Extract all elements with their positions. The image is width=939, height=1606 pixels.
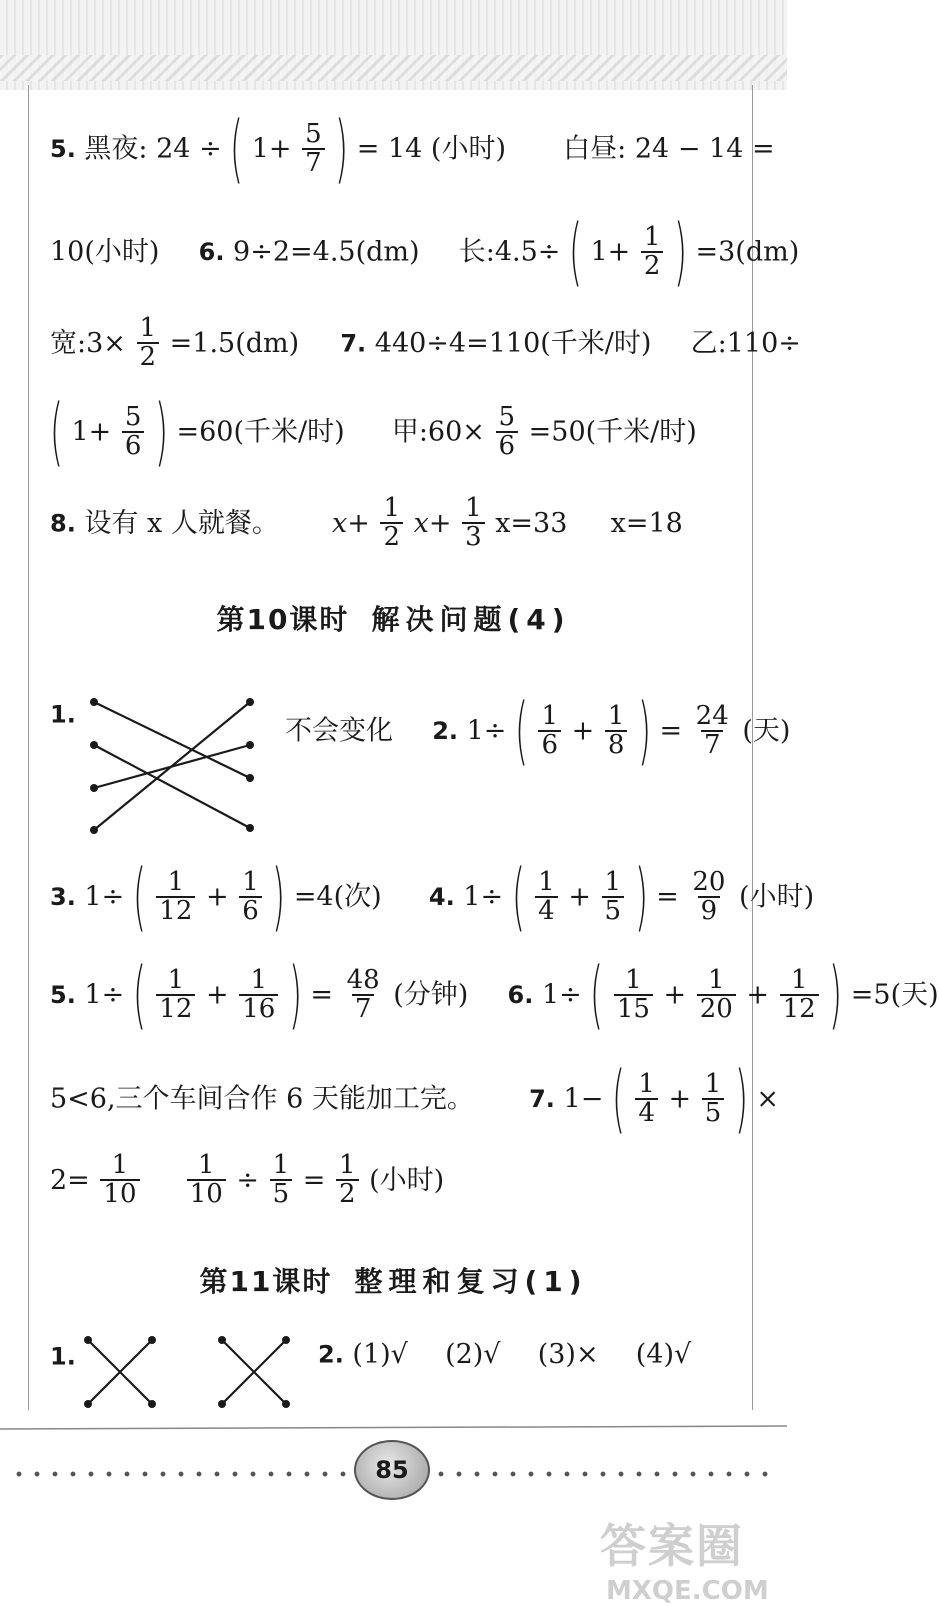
lesson10-q1-number — [50, 700, 76, 727]
right-paren: ) — [335, 106, 349, 192]
match-dot — [90, 698, 98, 706]
result: =3(dm) — [695, 236, 800, 268]
yi-label: 乙:110÷ — [690, 327, 801, 359]
denominator: 12 — [156, 896, 195, 925]
denominator: 9 — [698, 896, 721, 925]
match-dot — [246, 698, 254, 706]
lesson-number: 第11课时 — [199, 1265, 333, 1298]
left-paren: ( — [230, 106, 244, 192]
fraction — [302, 118, 325, 178]
operator: = — [302, 1164, 326, 1196]
fraction — [635, 1068, 658, 1128]
numerator: 24 — [695, 700, 729, 731]
fraction — [780, 964, 819, 1024]
fraction — [496, 401, 519, 461]
operator: + — [663, 979, 687, 1011]
denominator: 20 — [697, 994, 736, 1023]
numerator: 1 — [383, 493, 401, 523]
match-dot — [148, 1400, 156, 1408]
fraction — [702, 1068, 725, 1128]
right-paren: ) — [829, 952, 843, 1038]
numerator: 20 — [692, 866, 726, 897]
problem-8-line — [50, 495, 683, 552]
denominator: 5 — [602, 896, 625, 925]
operator: + — [746, 979, 770, 1011]
lesson10-q7-line — [50, 1056, 779, 1142]
q1-answer: 不会变化 — [285, 715, 393, 747]
fraction — [270, 1152, 293, 1209]
fraction — [122, 401, 145, 461]
lesson-number: 第10课时 — [216, 603, 350, 636]
left-paren: ( — [514, 688, 528, 774]
numerator: 5 — [305, 118, 322, 149]
right-paren: ) — [154, 389, 168, 475]
numerator: 1 — [272, 1150, 290, 1180]
fraction — [137, 315, 160, 372]
result: =1.5(dm) — [169, 327, 300, 359]
numerator: 1 — [541, 700, 559, 731]
left-paren: ( — [49, 389, 63, 475]
operator: = — [659, 715, 683, 747]
fraction — [239, 964, 278, 1024]
fraction — [462, 495, 485, 552]
problem-number: 7. — [340, 329, 367, 358]
lesson11-q1-number — [50, 1342, 76, 1369]
expr-part: x+ — [413, 507, 452, 539]
fraction — [641, 221, 664, 281]
denominator: 3 — [462, 522, 485, 551]
numerator: 1 — [338, 1150, 356, 1180]
expr-part: 1+ — [590, 236, 631, 268]
denominator: 4 — [635, 1098, 658, 1127]
numerator: 1 — [111, 1150, 129, 1180]
problem-number: 2. — [318, 1340, 344, 1369]
match-dot — [218, 1336, 226, 1344]
problem-number: 5. — [50, 981, 76, 1009]
fraction — [187, 1152, 226, 1209]
operator: × — [756, 1083, 779, 1115]
problem-7-cont-line — [49, 389, 697, 475]
denominator: 6 — [239, 896, 262, 925]
lesson-11-heading — [0, 1260, 787, 1300]
lesson10-q2-line — [285, 688, 791, 774]
right-paren: ) — [634, 854, 648, 940]
expr-part: 440÷4=110(千米/时) — [374, 327, 652, 359]
match-line — [94, 745, 250, 828]
fraction — [100, 1152, 139, 1209]
expr-part: 1+ — [251, 133, 292, 165]
expr-part: x+ — [332, 507, 370, 539]
operator: + — [205, 881, 229, 913]
watermark-title: 答案圈 — [600, 1519, 744, 1573]
left-paren: ( — [568, 209, 582, 295]
denominator: 2 — [336, 1179, 359, 1208]
fraction — [239, 866, 262, 926]
match-dot — [90, 826, 98, 834]
fraction — [336, 1152, 359, 1209]
problem-number: 3. — [50, 883, 76, 911]
denominator: 12 — [780, 994, 819, 1023]
denominator: 8 — [605, 730, 628, 759]
match-dot — [90, 741, 98, 749]
fraction — [689, 866, 728, 926]
left-paren: ( — [511, 854, 525, 940]
match-dot — [246, 741, 254, 749]
match-dot — [84, 1336, 92, 1344]
unit: (分钟) — [393, 979, 469, 1011]
lesson11-q2-line — [318, 1340, 691, 1368]
match-dot — [246, 824, 254, 832]
problem-number: 6. — [198, 238, 225, 266]
operator: = — [656, 881, 679, 913]
right-paren: ) — [288, 952, 302, 1038]
numerator: 1 — [167, 866, 185, 897]
problem-number: 1. — [50, 700, 76, 729]
operator: + — [205, 979, 229, 1011]
result: =50(千米/时) — [528, 416, 697, 448]
problem-6-line — [50, 209, 800, 295]
expr-part: 1− — [563, 1083, 604, 1115]
matching-diagram-2 — [80, 1332, 320, 1412]
expr-part: 1÷ — [541, 979, 582, 1011]
operator: + — [571, 715, 595, 747]
judgement-answer: (2)√ — [445, 1339, 501, 1370]
jia-label: 甲:60× — [391, 416, 485, 448]
fraction — [614, 964, 653, 1024]
right-paren: ) — [734, 1056, 748, 1142]
denominator: 7 — [701, 730, 724, 759]
unit: (小时) — [369, 1164, 445, 1196]
numerator: 1 — [625, 964, 642, 995]
page-number: 85 — [375, 1456, 409, 1484]
lesson10-q5-q6-line — [50, 952, 939, 1038]
fraction — [602, 866, 625, 926]
expr-part: 设有 x 人就餐。 — [84, 507, 279, 539]
fraction — [538, 700, 561, 760]
judgement-answer: (1)√ — [352, 1339, 408, 1370]
denominator: 16 — [239, 994, 278, 1023]
result: =60(千米/时) — [176, 416, 345, 448]
fraction — [344, 964, 383, 1024]
expr-part: 24 ÷ — [156, 133, 222, 165]
match-dot — [218, 1400, 226, 1408]
day-label: 白昼: — [563, 133, 627, 165]
left-paren: ( — [132, 952, 146, 1038]
fraction — [697, 964, 736, 1024]
denominator: 5 — [702, 1098, 725, 1127]
fraction — [535, 866, 558, 926]
expr-part: 1÷ — [466, 715, 507, 747]
problem-number: 6. — [507, 981, 534, 1009]
denominator: 7 — [302, 148, 325, 177]
lesson-10-heading — [0, 598, 787, 638]
expr-part: 1+ — [71, 416, 112, 448]
left-paren: ( — [611, 1056, 625, 1142]
problem-number: 8. — [50, 509, 76, 538]
match-dot — [148, 1336, 156, 1344]
left-margin-line — [28, 85, 29, 1410]
problem-number: 7. — [529, 1085, 555, 1113]
lesson-title: 整理和复习(1) — [354, 1265, 588, 1298]
fraction — [605, 700, 628, 760]
expr-part: 1÷ — [84, 979, 125, 1011]
width-label: 宽:3× — [50, 327, 126, 359]
denominator: 6 — [496, 431, 519, 460]
page-number-badge — [354, 1440, 430, 1500]
denominator: 15 — [614, 994, 653, 1023]
lesson10-q7-cont-line — [50, 1152, 444, 1209]
match-dot — [246, 774, 254, 782]
result: =4(次) — [293, 881, 382, 913]
operator: + — [668, 1083, 692, 1115]
numerator: 1 — [250, 964, 268, 995]
length-label: 长:4.5÷ — [458, 236, 561, 268]
q6-conclusion: 5<6,三个车间合作 6 天能加工完。 — [50, 1083, 474, 1115]
problem-number: 2. — [432, 717, 459, 745]
footer-dots-left — [10, 1468, 346, 1480]
fraction — [693, 700, 732, 760]
watermark-url: MXQE.COM — [606, 1576, 769, 1606]
right-paren: ) — [637, 688, 651, 774]
match-dot — [282, 1336, 290, 1344]
denominator: 6 — [122, 431, 145, 460]
numerator: 1 — [538, 866, 555, 897]
numerator: 1 — [604, 866, 622, 897]
numerator: 5 — [124, 401, 142, 432]
problem-number: 1. — [50, 1342, 76, 1371]
expr-part: 2= — [50, 1164, 90, 1196]
numerator: 1 — [197, 1150, 215, 1180]
result: =5(天) — [850, 979, 939, 1011]
numerator: 1 — [242, 866, 259, 897]
denominator: 2 — [641, 251, 664, 280]
problem-5-line — [50, 106, 775, 192]
answer: x=18 — [610, 507, 683, 539]
denominator: 7 — [352, 994, 375, 1023]
fraction — [156, 964, 195, 1024]
footer-dots-right — [432, 1468, 777, 1480]
denominator: 4 — [535, 896, 558, 925]
judgement-answer: (4)√ — [635, 1339, 692, 1370]
lesson-title: 解决问题(4) — [371, 603, 571, 636]
numerator: 1 — [465, 493, 482, 523]
denominator: 6 — [538, 730, 561, 759]
lesson10-q3-q4-line — [50, 854, 815, 940]
watermark — [600, 1510, 780, 1606]
expr-part: 1÷ — [84, 881, 125, 913]
night-label: 黑夜: — [84, 133, 148, 165]
fraction — [380, 495, 403, 552]
expr-part: x=33 — [495, 507, 568, 539]
denominator: 10 — [100, 1179, 139, 1208]
operator: + — [568, 881, 591, 913]
unit: (小时) — [739, 881, 815, 913]
denominator: 10 — [187, 1179, 226, 1208]
operator: ÷ — [236, 1164, 259, 1196]
numerator: 5 — [498, 401, 516, 432]
denominator: 2 — [137, 342, 160, 371]
denominator: 2 — [380, 522, 403, 551]
problem-number: 4. — [428, 883, 455, 911]
operator: = — [310, 979, 333, 1011]
numerator: 1 — [167, 964, 185, 995]
denominator: 12 — [156, 994, 195, 1023]
left-paren: ( — [590, 952, 604, 1038]
matching-diagram-1 — [82, 690, 262, 840]
numerator: 1 — [704, 1068, 722, 1099]
numerator: 1 — [607, 700, 625, 731]
right-paren: ) — [272, 854, 286, 940]
numerator: 1 — [643, 221, 661, 252]
right-paren: ) — [673, 209, 687, 295]
result: 10(小时) — [50, 236, 160, 268]
match-dot — [84, 1400, 92, 1408]
numerator: 1 — [139, 313, 157, 343]
problem-7-line — [50, 315, 801, 372]
fraction — [156, 866, 195, 926]
day-expr: 24 − 14 = — [634, 133, 775, 165]
denominator: 5 — [270, 1179, 293, 1208]
judgement-answer: (3)× — [537, 1339, 599, 1370]
numerator: 1 — [638, 1068, 655, 1099]
top-decorative-band — [0, 0, 787, 90]
left-paren: ( — [132, 854, 146, 940]
expr-part: 9÷2=4.5(dm) — [233, 236, 420, 268]
result: = 14 (小时) — [356, 133, 506, 165]
problem-number: 5. — [50, 135, 76, 163]
match-dot — [90, 784, 98, 792]
numerator: 1 — [708, 964, 725, 995]
numerator: 1 — [790, 964, 808, 995]
unit: (天) — [742, 715, 791, 747]
numerator: 48 — [346, 964, 380, 995]
match-dot — [282, 1400, 290, 1408]
expr-part: 1÷ — [463, 881, 504, 913]
